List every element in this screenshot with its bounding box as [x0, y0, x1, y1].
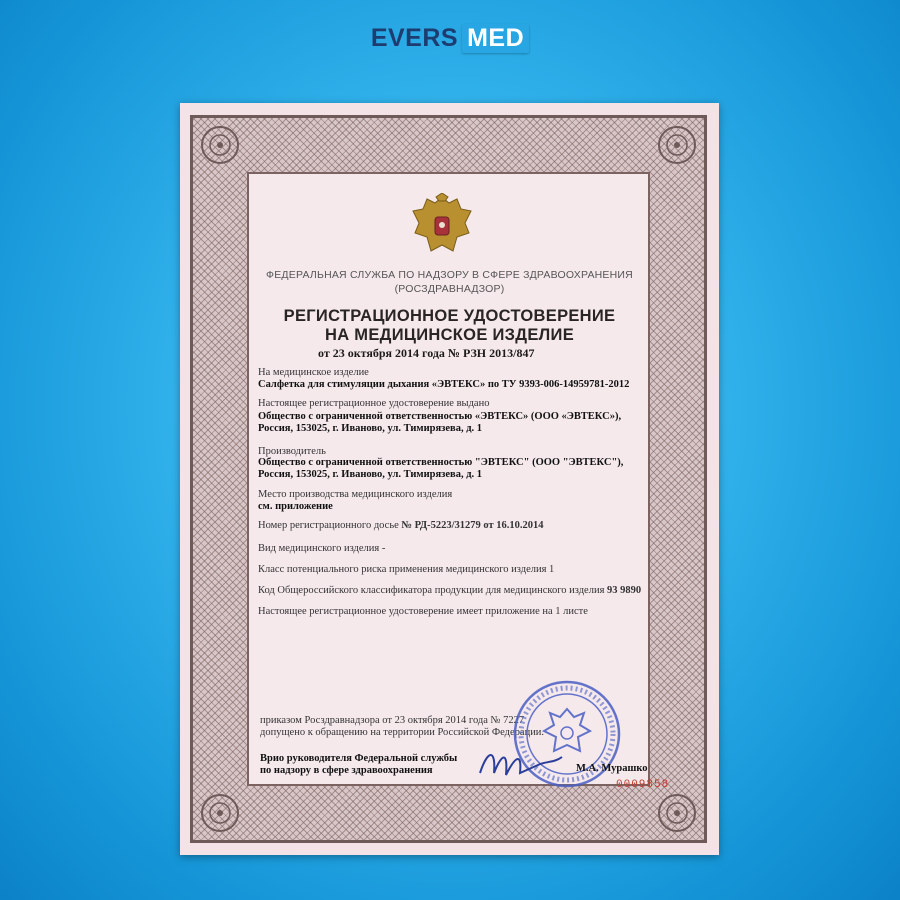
certificate-document	[180, 103, 719, 855]
certificate-subtitle: НА МЕДИЦИНСКОЕ ИЗДЕЛИЕ	[324, 326, 575, 344]
signer-name: М.А. Мурашко	[576, 763, 648, 774]
classifier-code-value: 93 9890	[607, 585, 642, 596]
issued-company: Общество с ограниченной ответственностью «ЭВТЕКС» (ООО «ЭВТЕКС»),	[258, 411, 622, 422]
production-place-value: см. приложение	[258, 501, 333, 512]
coat-of-arms-icon	[409, 193, 475, 261]
agency-name: ФЕДЕРАЛЬНАЯ СЛУЖБА ПО НАДЗОРУ В СФЕРЕ ЗДРАВООХРАНЕНИЯ	[266, 269, 633, 281]
manufacturer-label: Производитель	[258, 446, 326, 457]
dossier-number	[258, 520, 544, 531]
classifier-code-label: Код Общероссийского классификатора продукции для медицинского изделия	[258, 585, 608, 596]
brand-logo	[0, 24, 900, 53]
serial-number: 0009858	[616, 779, 670, 791]
signer-title-line2: по надзору в сфере здравоохранения	[260, 765, 433, 776]
issued-label: Настоящее регистрационное удостоверение выдано	[258, 398, 490, 409]
appendix-note: Настоящее регистрационное удостоверение имеет приложение на 1 листе	[258, 606, 588, 617]
signer-title-line1: Врио руководителя Федеральной службы	[260, 753, 458, 764]
manufacturer-address: Россия, 153025, г. Иваново, ул. Тимирязева, д. 1	[258, 469, 483, 480]
order-reference: приказом Росздравнадзора от 23 октября 2014 года № 7227	[260, 715, 525, 726]
brand-name-evers: EVERS	[370, 24, 459, 52]
certificate-content	[180, 103, 719, 855]
manufacturer-company: Общество с ограниченной ответственностью "ЭВТЕКС" (ООО "ЭВТЕКС"),	[258, 457, 624, 468]
classifier-code	[258, 585, 641, 596]
certificate-title: РЕГИСТРАЦИОННОЕ УДОСТОВЕРЕНИЕ	[283, 307, 616, 325]
dossier-label: Номер регистрационного досье	[258, 520, 402, 531]
production-place-label: Место производства медицинского изделия	[258, 489, 453, 500]
certificate-date-number: от 23 октября 2014 года № РЗН 2013/847	[318, 346, 535, 360]
dossier-value: № РД-5223/31279 от 16.10.2014	[401, 520, 544, 531]
device-label: На медицинское изделие	[258, 367, 369, 378]
device-value: Салфетка для стимуляции дыхания «ЭВТЕКС» по ТУ 9393-006-14959781-2012	[258, 379, 630, 390]
circulation-note: допущено к обращению на территории Российской Федерации.	[260, 727, 545, 738]
brand-name-med: MED	[462, 24, 529, 53]
agency-abbreviation: (РОСЗДРАВНАДЗОР)	[394, 283, 505, 295]
risk-class-label: Класс потенциального риска применения медицинского изделия 1	[258, 564, 555, 575]
signature-icon	[476, 743, 566, 783]
device-kind-label: Вид медицинского изделия -	[258, 543, 386, 554]
issued-address: Россия, 153025, г. Иваново, ул. Тимирязева, д. 1	[258, 423, 483, 434]
